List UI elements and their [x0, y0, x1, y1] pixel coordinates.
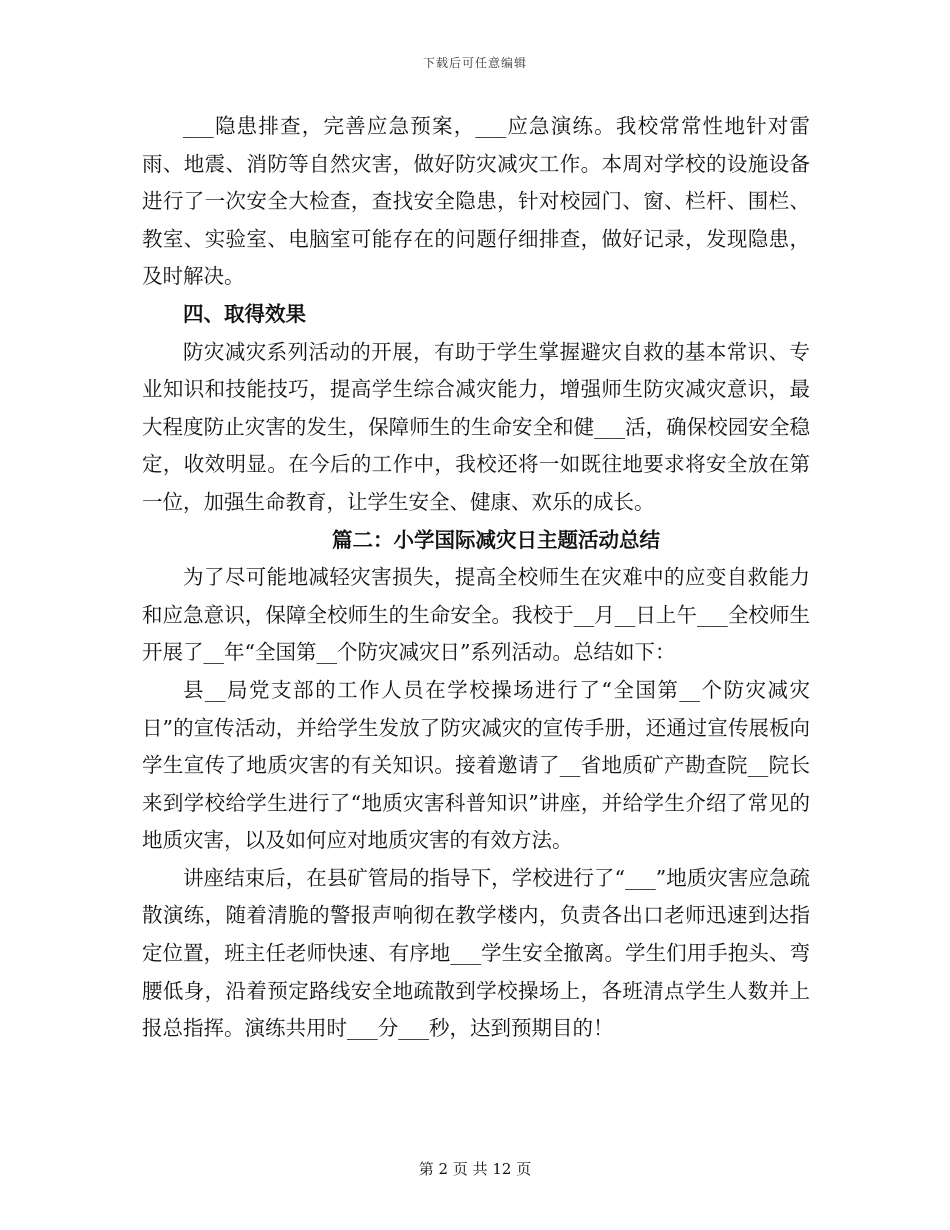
document-body — [142, 108, 810, 1048]
page-number: 第 2 页 共 12 页 — [418, 1160, 532, 1178]
paragraph-publicity: 县__局党支部的工作人员在学校操场进行了“全国第__个防灾减灾日”的宣传活动，并给学生发放了防灾减灾的宣传手册，还通过宣传展板向学生宣传了地质灾害的有关知识。接着邀请了__省地质矿产勘查院__院长来到学校给学生进行了“地质灾害科普知识”讲座，并给学生介绍了常见的地质灾害，以及如何应对地质灾害的有效方法。 — [142, 677, 810, 853]
article-title-part2: 篇二：小学国际减灾日主题活动总结 — [332, 527, 660, 552]
header-note: 下载后可任意编辑 — [422, 56, 527, 70]
paragraph-drill: 讲座结束后，在县矿管局的指导下，学校进行了“___”地质灾害应急疏散演练，随着清脆的警报声响彻在教学楼内，负责各出口老师迅速到达指定位置，班主任老师快速、有序地___学生安全撤离。学生们用手抱头、弯腰低身，沿着预定路线安全地疏散到学校操场上，各班清点学生人数并上报总指挥。演练共用时___分___秒，达到预期目的！ — [142, 865, 810, 1041]
paragraph-hazard-check: ___隐患排查，完善应急预案，___应急演练。我校常常性地针对雷雨、地震、消防等自然灾害，做好防灾减灾工作。本周对学校的设施设备进行了一次安全大检查，查找安全隐患，针对校园门、窗、栏杆、围栏、教室、实验室、电脑室可能存在的问题仔细排查，做好记录，发现隐患，及时解决。 — [142, 114, 810, 289]
paragraph-results: 防灾减灾系列活动的开展，有助于学生掌握避灾自救的基本常识、专业知识和技能技巧，提高学生综合减灾能力，增强师生防灾减灾意识，最大程度防止灾害的发生，保障师生的生命安全和健___活，确保校园安全稳定，收效明显。在今后的工作中，我校还将一如既往地要求将安全放在第一位，加强生命教育，让学生安全、健康、欢乐的成长。 — [142, 339, 810, 514]
paragraph-intro: 为了尽可能地减轻灾害损失，提高全校师生在灾难中的应变自救能力和应急意识，保障全校师生的生命安全。我校于__月__日上午___全校师生开展了__年“全国第__个防灾减灾日”系列活动。总结如下： — [142, 565, 810, 665]
section-heading-results: 四、取得效果 — [183, 301, 306, 326]
